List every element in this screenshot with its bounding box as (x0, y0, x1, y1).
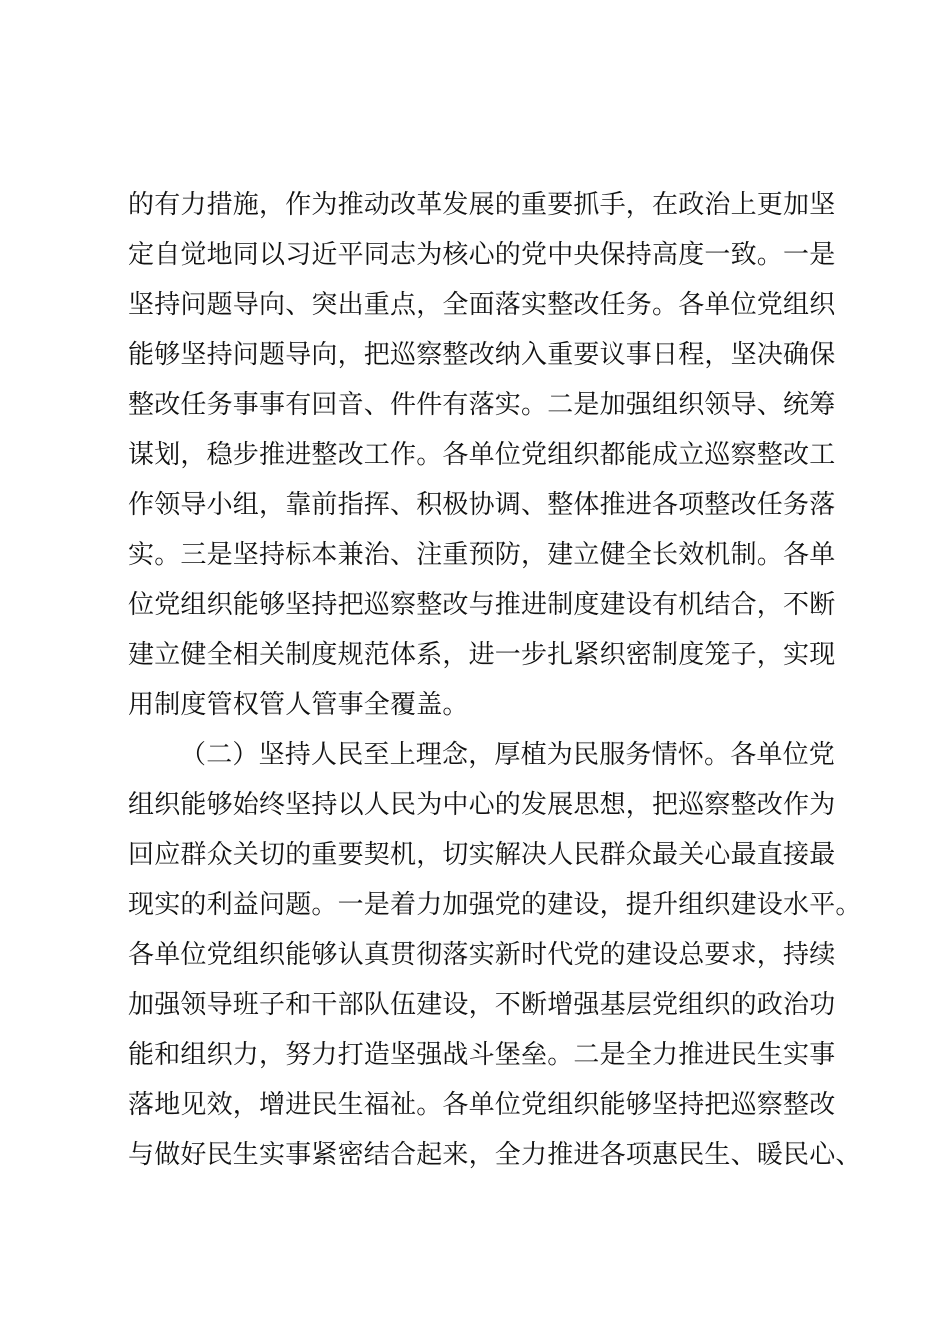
text-line: 加强领导班子和干部队伍建设，不断增强基层党组织的政治功 (128, 990, 836, 1020)
text-line: 作领导小组，靠前指挥、积极协调、整体推进各项整改任务落 (128, 490, 836, 520)
text-line: 能够坚持问题导向，把巡察整改纳入重要议事日程，坚决确保 (128, 340, 836, 370)
text-line: 建立健全相关制度规范体系，进一步扎紧织密制度笼子，实现 (128, 640, 836, 670)
text-line: 实。三是坚持标本兼治、注重预防，建立健全长效机制。各单 (128, 540, 836, 570)
text-line: 回应群众关切的重要契机，切实解决人民群众最关心最直接最 (128, 840, 836, 870)
text-line: 整改任务事事有回音、件件有落实。二是加强组织领导、统筹 (128, 390, 836, 420)
text-line: 现实的利益问题。一是着力加强党的建设，提升组织建设水平。 (128, 890, 862, 920)
text-line: 与做好民生实事紧密结合起来，全力推进各项惠民生、暖民心、 (128, 1140, 862, 1170)
text-line: 谋划，稳步推进整改工作。各单位党组织都能成立巡察整改工 (128, 440, 836, 470)
text-line: 位党组织能够坚持把巡察整改与推进制度建设有机结合，不断 (128, 590, 836, 620)
text-line: 各单位党组织能够认真贯彻落实新时代党的建设总要求，持续 (128, 940, 836, 970)
text-line: 能和组织力，努力打造坚强战斗堡垒。二是全力推进民生实事 (128, 1040, 836, 1070)
section-heading-line: （二）坚持人民至上理念，厚植为民服务情怀。各单位党 (180, 740, 836, 770)
text-line: 定自觉地同以习近平同志为核心的党中央保持高度一致。一是 (128, 240, 836, 270)
text-line: 组织能够始终坚持以人民为中心的发展思想，把巡察整改作为 (128, 790, 836, 820)
text-line: 用制度管权管人管事全覆盖。 (128, 690, 469, 720)
text-line: 坚持问题导向、突出重点，全面落实整改任务。各单位党组织 (128, 290, 836, 320)
text-line: 落地见效，增进民生福祉。各单位党组织能够坚持把巡察整改 (128, 1090, 836, 1120)
document-body (128, 180, 862, 1180)
text-line: 的有力措施，作为推动改革发展的重要抓手，在政治上更加坚 (128, 190, 836, 220)
